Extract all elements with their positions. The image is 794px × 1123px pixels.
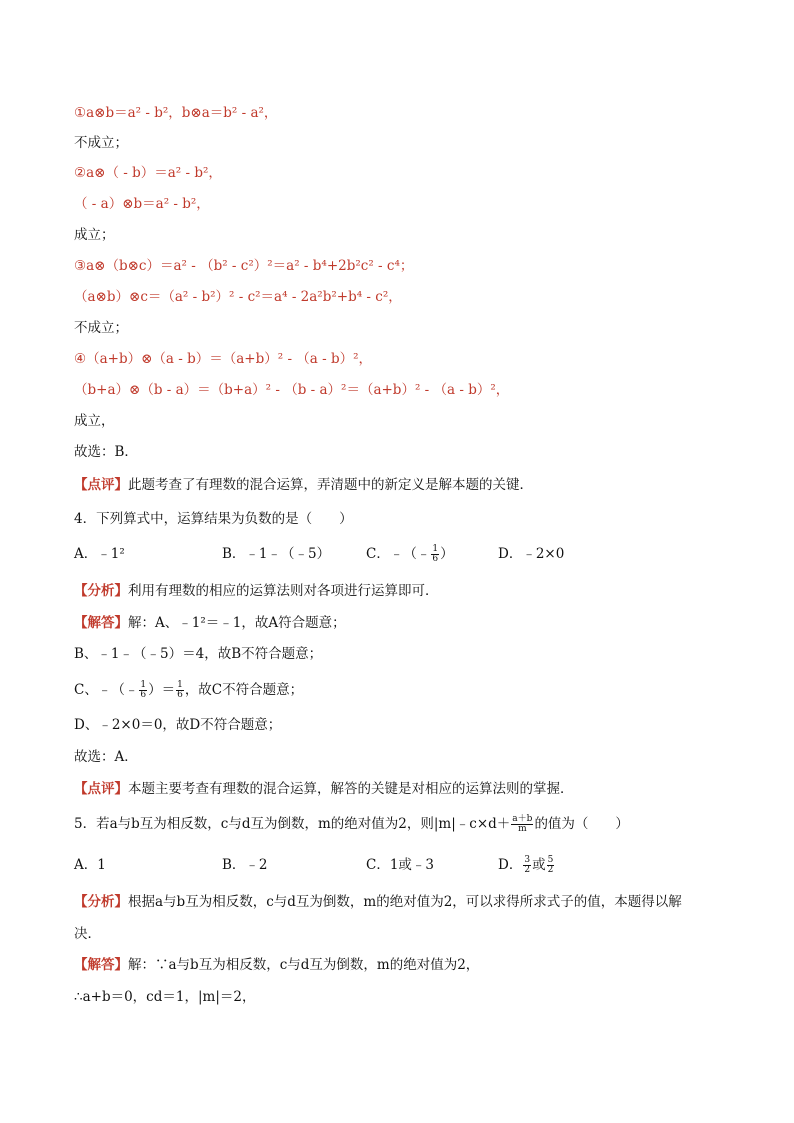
fraction-denominator: 2 bbox=[547, 865, 554, 875]
solution-line-12: 故选：B． bbox=[74, 444, 138, 460]
q5-answer-1 bbox=[74, 956, 479, 974]
solution-line-10: （b+a）⊗（b - a）＝（b+a）² - （b - a）²＝（a+b）² - （a - b）²， bbox=[74, 382, 510, 398]
answer-text-1: 解：∵a与b互为相反数，c与d互为倒数，m的绝对值为2， bbox=[128, 957, 480, 973]
q4-option-b: B．﹣1﹣（﹣5） bbox=[222, 546, 331, 562]
fraction-denominator: 6 bbox=[177, 690, 183, 700]
solution-line-1: ①a⊗b＝a² - b²，b⊗a＝b² - a²， bbox=[74, 105, 278, 121]
review-text: 此题考查了有理数的混合运算，弄清题中的新定义是解本题的关键． bbox=[128, 477, 533, 493]
answer-tag: 【解答】 bbox=[74, 615, 128, 631]
q5-option-c: C．1或﹣3 bbox=[366, 857, 435, 873]
fraction-denominator: 6 bbox=[432, 554, 439, 564]
review-tag: 【点评】 bbox=[74, 781, 128, 797]
q4-option-c-suffix: ） bbox=[440, 546, 454, 562]
answer-c-mid: ）＝ bbox=[148, 682, 176, 698]
q5-option-d-mid: 或 bbox=[532, 857, 546, 873]
q5-option-d-fraction-2 bbox=[547, 856, 555, 875]
solution-line-8: 不成立； bbox=[74, 320, 128, 336]
fraction-numerator: 5 bbox=[547, 855, 554, 865]
q4-option-d: D．﹣2×0 bbox=[498, 546, 565, 562]
q4-review bbox=[74, 780, 574, 798]
answer-c-fraction-1 bbox=[139, 681, 147, 700]
q5-option-d-prefix: D． bbox=[498, 857, 523, 873]
q4-option-c bbox=[366, 545, 454, 564]
q4-stem: 4．下列算式中，运算结果为负数的是（ ） bbox=[74, 511, 353, 527]
q4-answer-d: D、﹣2×0＝0，故D不符合题意； bbox=[74, 717, 282, 733]
q5-option-b: B．﹣2 bbox=[222, 857, 268, 873]
review-tag: 【点评】 bbox=[74, 477, 128, 493]
fraction-numerator: 1 bbox=[177, 680, 183, 690]
solution-line-7: （a⊗b）⊗c＝（a² - b²）² - c²＝a⁴ - 2a²b²+b⁴ - c²， bbox=[74, 289, 402, 305]
q4-option-a: A．﹣1² bbox=[74, 546, 125, 562]
q4-answer-c bbox=[74, 681, 303, 700]
q5-stem-fraction bbox=[511, 815, 533, 834]
solution-line-5: 成立； bbox=[74, 227, 115, 243]
answer-tag: 【解答】 bbox=[74, 957, 128, 973]
solution-line-3: ②a⊗（ - b）＝a² - b²， bbox=[74, 165, 222, 181]
solution-line-2: 不成立； bbox=[74, 135, 128, 151]
fraction-numerator: 3 bbox=[524, 855, 531, 865]
fraction-numerator: 1 bbox=[432, 544, 439, 554]
q4-choice: 故选：A． bbox=[74, 749, 138, 765]
q4-analysis bbox=[74, 582, 439, 600]
q5-stem-suffix: 的值为（ ） bbox=[534, 816, 629, 832]
review-text: 本题主要考查有理数的混合运算，解答的关键是对相应的运算法则的掌握． bbox=[128, 781, 574, 797]
q4-answer-a bbox=[74, 614, 346, 632]
solution-line-6: ③a⊗（b⊗c）＝a² - （b² - c²）²＝a² - b⁴+2b²c² - c⁴； bbox=[74, 258, 414, 274]
solution-line-9: ④（a+b）⊗（a - b）＝（a+b）² - （a - b）²， bbox=[74, 351, 373, 367]
q5-option-d bbox=[498, 856, 555, 875]
solution-line-4: （ - a）⊗b＝a² - b²， bbox=[74, 196, 210, 212]
q5-stem-prefix: 5．若a与b互为相反数，c与d互为倒数，m的绝对值为2，则|m|﹣c×d＋ bbox=[74, 816, 511, 832]
q5-answer-2: ∴a+b＝0，cd＝1，|m|＝2， bbox=[74, 989, 256, 1005]
fraction-numerator: a＋b bbox=[512, 814, 533, 824]
fraction-numerator: 1 bbox=[140, 680, 147, 690]
analysis-text: 利用有理数的相应的运算法则对各项进行运算即可． bbox=[128, 583, 439, 599]
answer-c-fraction-2 bbox=[176, 681, 184, 700]
q5-stem bbox=[74, 815, 629, 834]
fraction-denominator: 6 bbox=[140, 690, 147, 700]
q5-analysis-1 bbox=[74, 893, 682, 911]
analysis-tag: 【分析】 bbox=[74, 894, 128, 910]
q4-option-c-prefix: C．﹣（﹣ bbox=[366, 546, 431, 562]
q4-answer-b: B、﹣1﹣（﹣5）＝4，故B不符合题意； bbox=[74, 646, 323, 662]
analysis-tag: 【分析】 bbox=[74, 583, 128, 599]
q5-analysis-2: 决． bbox=[74, 926, 101, 942]
answer-text-a: 解：A、﹣1²＝﹣1，故A符合题意； bbox=[128, 615, 346, 631]
q4-option-c-fraction bbox=[431, 545, 439, 564]
solution-line-11: 成立， bbox=[74, 413, 115, 429]
answer-c-prefix: C、﹣（﹣ bbox=[74, 682, 139, 698]
q5-option-a: A．1 bbox=[74, 857, 106, 873]
fraction-denominator: m bbox=[518, 824, 527, 834]
answer-c-suffix: ，故C不符合题意； bbox=[184, 682, 304, 698]
fraction-denominator: 2 bbox=[524, 865, 531, 875]
q5-option-d-fraction-1 bbox=[523, 856, 531, 875]
analysis-text: 根据a与b互为相反数，c与d互为倒数，m的绝对值为2，可以求得所求式子的值，本题得以解 bbox=[128, 894, 682, 910]
review-3 bbox=[74, 476, 533, 494]
